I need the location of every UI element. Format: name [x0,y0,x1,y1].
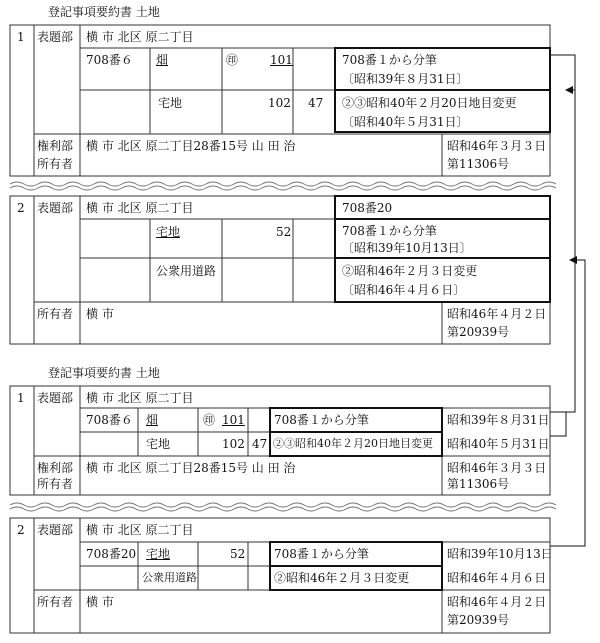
doc2-e1-no: 1 [17,391,25,405]
doc2-e1-cause1-date: 昭和39年８月31日 [447,413,550,427]
doc2-e1-kenri: 権利部 [37,461,74,475]
doc2-e2-row1-area: 52 [230,547,246,561]
doc2-e1-row1-mark: ㊞ [203,413,216,427]
doc1-e1-row2-area-dec: 47 [308,96,324,110]
doc1-e2-hyodaibu: 表題部 [37,201,74,215]
doc1-e2-lot: 708番20 [342,201,393,215]
doc2-e2-no: 2 [17,523,25,537]
doc1-e2-reg-no: 第20939号 [447,325,510,339]
doc2-e2-cause1: 708番１から分筆 [274,547,369,561]
doc2-e1-hyodaibu: 表題部 [37,391,74,405]
doc2-e2-hyodaibu: 表題部 [37,523,74,537]
doc1-e2-owner-value: 横 市 [86,307,114,321]
doc1-e1-lot: 708番６ [86,53,133,67]
doc1-e2-owner-label: 所有者 [37,307,74,321]
doc2-e2-address: 横 市 北区 原二丁目 [86,523,194,537]
doc2-e2-row2-category: 公衆用道路 [142,571,197,584]
doc2-e1-row2-category: 宅地 [146,437,171,451]
doc1-e2-row1-category: 宅地 [156,225,181,239]
doc1-e2-no: 2 [17,201,25,215]
doc1-e1-address: 横 市 北区 原二丁目 [86,30,194,44]
doc2-e1-row2-area-int: 102 [222,437,245,451]
doc2-e1-owner-value: 横 市 北区 原二丁目28番15号 山 田 治 [86,461,296,475]
doc1-e2-cause1: 708番１から分筆 [342,224,437,238]
doc1-e1-owner-label: 所有者 [37,157,74,171]
doc1-e1-reg-date: 昭和46年３月３日 [447,139,547,153]
doc1-title: 登記事項要約書 土地 [48,5,160,19]
doc2-e1-reg-date: 昭和46年３月３日 [447,461,547,475]
doc2-e2-cause1-date: 昭和39年10月13日 [447,547,553,561]
doc1-e1-cause1: 708番１から分筆 [342,53,437,67]
doc2-e2-cause2: ②昭和46年２月３日変更 [274,571,410,585]
doc2-e1-row1-area: 101 [222,413,245,427]
doc1-e1-reg-no: 第11306号 [447,157,510,171]
doc1-e2-cause2-date: 〔昭和46年４月６日〕 [342,283,466,297]
doc1-e2-cause2: ②昭和46年２月３日変更 [342,264,478,278]
doc1-e2-reg-date: 昭和46年４月２日 [447,307,547,321]
doc1-e1-kenri: 権利部 [37,139,74,153]
doc1-e1-row1-area: 101 [270,53,293,67]
doc2-e1-row1-category: 畑 [146,413,159,427]
doc2-title: 登記事項要約書 土地 [48,366,160,380]
doc1-e1-row2-category: 宅地 [158,96,183,110]
doc2-e2-cause2-date: 昭和46年４月６日 [447,571,547,585]
doc1-e1-no: 1 [17,30,25,44]
doc2-e2-row1-category: 宅地 [146,547,171,561]
doc1-e1-owner-value: 横 市 北区 原二丁目28番15号 山 田 治 [86,139,296,153]
doc2-e1-cause2: ②③昭和40年２月20日地目変更 [273,437,433,450]
doc2-e1-reg-no: 第11306号 [447,477,510,491]
doc2-e1-row2-area-dec: 47 [252,437,268,451]
doc2-e2-reg-date: 昭和46年４月２日 [447,595,547,609]
doc2-e2-reg-no: 第20939号 [447,613,510,627]
doc1-e1-row1-category: 畑 [156,53,169,67]
doc1-e1-row2-area-int: 102 [268,96,291,110]
doc2-e1-cause1: 708番１から分筆 [274,413,369,427]
doc2-e2-lot: 708番20 [86,547,137,561]
doc1-e2-row1-area: 52 [276,225,292,239]
doc1-e1-row1-mark: ㊞ [226,53,239,67]
doc1-e2-address: 横 市 北区 原二丁目 [86,201,194,215]
doc1-e2-row2-category: 公衆用道路 [156,264,217,278]
doc1-e1-cause1-date: 〔昭和39年８月31日〕 [342,72,469,86]
doc1-e1-cause2: ②③昭和40年２月20日地目変更 [342,96,517,110]
doc2-e2-owner-label: 所有者 [37,595,74,609]
doc1-e1-hyodaibu: 表題部 [37,30,74,44]
doc2-e1-address: 横 市 北区 原二丁目 [86,391,194,405]
doc2-e1-owner-label: 所有者 [37,477,74,491]
doc1-e1-cause2-date: 〔昭和40年５月31日〕 [342,115,469,129]
doc2-e1-cause2-date: 昭和40年５月31日 [447,437,550,451]
doc1-e2-cause1-date: 〔昭和39年10月13日〕 [342,241,472,255]
doc2-e1-lot: 708番６ [86,413,133,427]
doc2-e2-owner-value: 横 市 [86,595,114,609]
